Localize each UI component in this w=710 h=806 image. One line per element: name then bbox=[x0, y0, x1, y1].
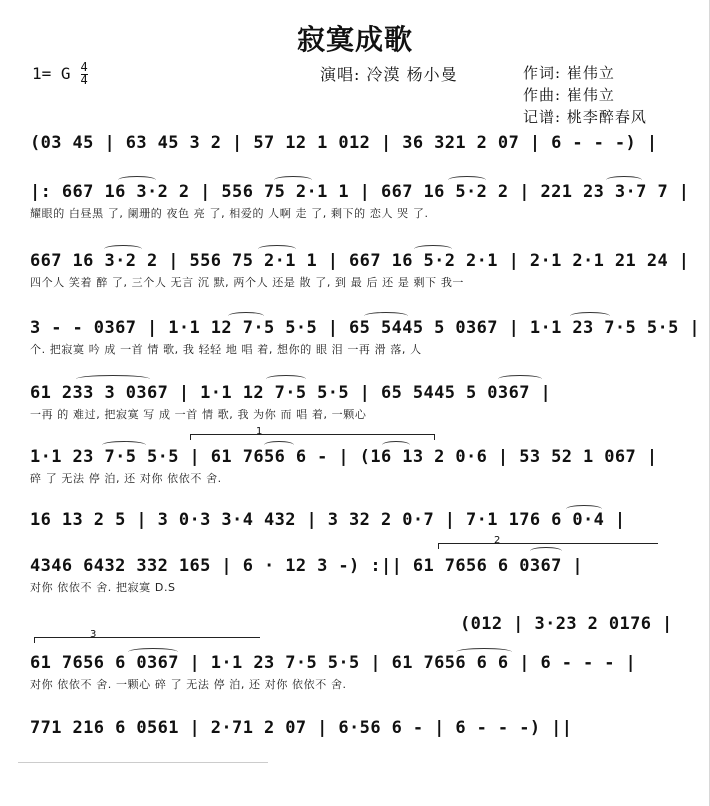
ending-1-left-tick bbox=[190, 434, 191, 440]
notes-line-8: 4346 6432 332 165 | 6 · 12 3 -) :|| 61 7656 6 0367 | bbox=[30, 556, 584, 576]
slur-mark bbox=[448, 176, 486, 184]
score-line-8 bbox=[30, 556, 680, 594]
bottom-divider bbox=[18, 762, 268, 763]
slur-mark bbox=[228, 312, 264, 320]
slur-mark bbox=[128, 648, 178, 656]
lyrics-line-4: 个. 把寂寞 吟 成 一首 情 歌, 我 轻轻 地 唱 着, 想你的 眼 泪 一再 滑 落, 人 bbox=[30, 343, 422, 356]
slur-mark bbox=[566, 505, 602, 513]
time-top: 4 bbox=[80, 60, 88, 74]
credits-block bbox=[523, 62, 647, 128]
lyrics-line-6: 碎 了 无法 停 泊, 还 对你 依依不 舍. bbox=[30, 472, 222, 485]
slur-mark bbox=[118, 176, 156, 184]
song-title: 寂寞成歌 bbox=[296, 23, 413, 56]
score-line-4 bbox=[30, 318, 700, 356]
score-line-10 bbox=[30, 653, 680, 691]
lyricist: 作词: 崔伟立 bbox=[523, 64, 615, 82]
notes-line-6: 1·1 23 7·5 5·5 | 61 7656 6 - | (16 13 2 0·6 | 53 52 1 067 | bbox=[30, 447, 658, 467]
slur-mark bbox=[530, 547, 562, 555]
notes-line-7: 16 13 2 5 | 3 0·3 3·4 432 | 3 32 2 0·7 | 7·1 176 6 0·4 | bbox=[30, 510, 626, 530]
slur-mark bbox=[414, 245, 452, 253]
slur-mark bbox=[104, 245, 142, 253]
slur-mark bbox=[570, 312, 610, 320]
notes-line-9-top: (012 | 3·23 2 0176 | bbox=[460, 614, 673, 634]
slur-mark bbox=[606, 176, 642, 184]
ending-3-label: 3 bbox=[90, 629, 97, 640]
score-line-1 bbox=[30, 133, 680, 171]
lyrics-line-5: 一再 的 难过, 把寂寞 写 成 一首 情 歌, 我 为你 而 唱 着, 一颗心 bbox=[30, 408, 367, 421]
blank-area bbox=[12, 48, 172, 49]
notes-line-10: 61 7656 6 0367 | 1·1 23 7·5 5·5 | 61 7656 6 6 | 6 - - - | bbox=[30, 653, 637, 673]
slur-mark bbox=[264, 441, 294, 449]
notes-line-3: 667 16 3·2 2 | 556 75 2·1 1 | 667 16 5·2 2·1 | 2·1 2·1 21 24 | bbox=[30, 251, 690, 271]
ending-1-bracket bbox=[190, 434, 434, 435]
slur-mark bbox=[266, 375, 306, 383]
score-line-11 bbox=[30, 718, 680, 756]
ending-2-label: 2 bbox=[494, 535, 501, 546]
time-bottom: 4 bbox=[80, 73, 88, 87]
slur-mark bbox=[498, 375, 542, 383]
notes-line-11: 771 216 6 0561 | 2·71 2 07 | 6·56 6 - | 6 - - -) || bbox=[30, 718, 573, 738]
lyrics-line-10: 对你 依依不 舍. 一颗心 碎 了 无法 停 泊, 还 对你 依依不 舍. bbox=[30, 678, 347, 691]
notes-line-1: (03 45 | 63 45 3 2 | 57 12 1 012 | 36 321 2 07 | 6 - - -) | bbox=[30, 133, 658, 153]
ending-1-right-tick bbox=[434, 434, 435, 440]
score-line-5 bbox=[30, 383, 680, 421]
transcriber: 记谱: 桃李醉春风 bbox=[523, 108, 647, 126]
composer: 作曲: 崔伟立 bbox=[523, 86, 615, 104]
slur-mark bbox=[258, 245, 296, 253]
slur-mark bbox=[364, 312, 408, 320]
ending-3-left-tick bbox=[34, 637, 35, 643]
slur-mark bbox=[274, 176, 312, 184]
notes-line-4: 3 - - 0367 | 1·1 12 7·5 5·5 | 65 5445 5 0367 | 1·1 23 7·5 5·5 | bbox=[30, 318, 700, 338]
key-signature bbox=[32, 62, 88, 86]
slur-mark bbox=[456, 648, 512, 656]
ending-1-label: 1 bbox=[256, 426, 263, 437]
ending-3-bracket bbox=[34, 637, 260, 638]
performers: 演唱: 冷漠 杨小曼 bbox=[320, 65, 458, 84]
lyrics-line-3: 四个人 笑着 醉 了, 三个人 无言 沉 默, 两个人 还是 散 了, 到 最 后 还 是 剩下 我一 bbox=[30, 276, 465, 289]
time-signature bbox=[81, 62, 88, 86]
key-label: 1= G bbox=[32, 64, 71, 83]
score-line-2 bbox=[30, 182, 690, 220]
score-line-6 bbox=[30, 447, 680, 485]
ending-2-bracket bbox=[438, 543, 658, 544]
lyrics-line-8: 对你 依依不 舍. 把寂寞 D.S bbox=[30, 581, 176, 594]
ending-2-left-tick bbox=[438, 543, 439, 549]
score-line-3 bbox=[30, 251, 690, 289]
slur-mark bbox=[102, 441, 146, 449]
score-line-9-top bbox=[30, 614, 680, 652]
slur-mark bbox=[76, 375, 150, 383]
notes-line-5: 61 233 3 0367 | 1·1 12 7·5 5·5 | 65 5445 5 0367 | bbox=[30, 383, 552, 403]
slur-mark bbox=[382, 441, 410, 449]
lyrics-line-2: 耀眼的 白昼黑 了, 阑珊的 夜色 亮 了, 相爱的 人啊 走 了, 剩下的 恋人 哭 了. bbox=[30, 207, 429, 220]
notes-line-2: |: 667 16 3·2 2 | 556 75 2·1 1 | 667 16 5·2 2 | 221 23 3·7 7 | bbox=[30, 182, 690, 202]
